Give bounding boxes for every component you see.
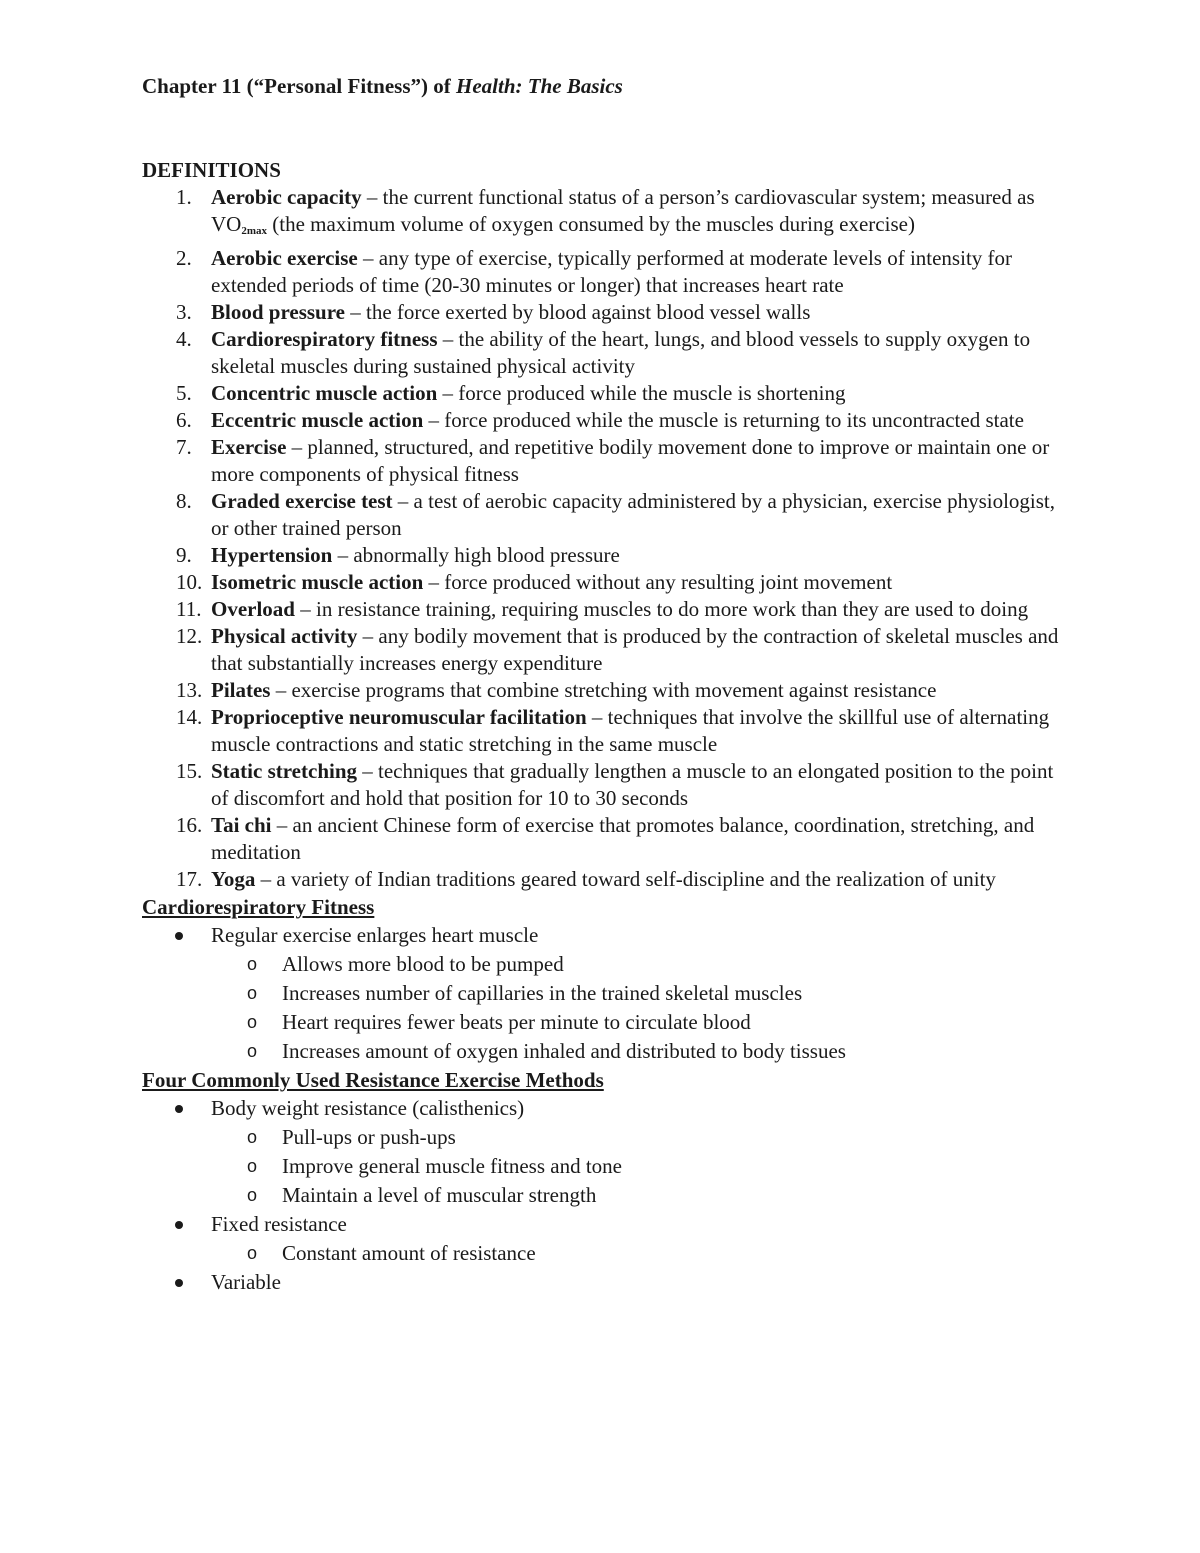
- definition-term: Isometric muscle action: [211, 570, 424, 594]
- sub-item-label: Increases number of capillaries in the trained skeletal muscles: [282, 981, 803, 1005]
- definition-text: – the force exerted by blood against blood vessel walls: [345, 300, 811, 324]
- definitions-heading: DEFINITIONS: [142, 158, 281, 182]
- sub-item-label: Pull-ups or push-ups: [282, 1125, 456, 1149]
- bullet-icon: [175, 1105, 183, 1113]
- sub-item-label: Improve general muscle fitness and tone: [282, 1154, 622, 1178]
- definition-number: 1.: [176, 185, 192, 209]
- definition-number: 2.: [176, 246, 192, 270]
- bullet-label: Regular exercise enlarges heart muscle: [211, 923, 539, 947]
- sub-item: [142, 1181, 1072, 1210]
- definition-number: 5.: [176, 381, 192, 405]
- circle-marker-icon: o: [247, 1041, 258, 1061]
- definition-text: – a variety of Indian traditions geared toward self-discipline and the realization of unity: [255, 867, 996, 891]
- definition-number: 10.: [176, 570, 203, 594]
- definition-number: 12.: [176, 624, 203, 648]
- definition-item: [142, 184, 1072, 245]
- definition-text: – a test of aerobic capacity administered by a physician, exercise physiologist, or other trained person: [211, 489, 1056, 540]
- definition-number: 7.: [176, 435, 192, 459]
- circle-marker-icon: o: [247, 1243, 258, 1263]
- bullet-item: [142, 1094, 1072, 1210]
- cardio-heading: Cardiorespiratory Fitness: [142, 895, 375, 919]
- sub-item: [142, 1037, 1072, 1066]
- definitions-list: [142, 184, 1072, 893]
- bullet-item: [142, 1268, 1072, 1297]
- sub-item-label: Constant amount of resistance: [282, 1241, 536, 1265]
- sub-item: [142, 1152, 1072, 1181]
- circle-marker-icon: o: [247, 1185, 258, 1205]
- bullet-label: Body weight resistance (calisthenics): [211, 1096, 525, 1120]
- definition-text: – the ability of the heart, lungs, and blood vessels to supply oxygen to skeletal muscles during sustained physical activity: [211, 327, 1031, 378]
- bullet-label: Fixed resistance: [211, 1212, 347, 1236]
- circle-marker-icon: o: [247, 1012, 258, 1032]
- definition-text: – the current functional status of a person’s cardiovascular system; measured as VO: [211, 185, 1035, 236]
- definition-item: [142, 542, 1072, 569]
- definition-item: [142, 596, 1072, 623]
- definition-text: – any type of exercise, typically performed at moderate levels of intensity for extended periods of time (20-30 minutes or longer) that increases heart rate: [211, 246, 1013, 297]
- definition-item: [142, 569, 1072, 596]
- sub-item: [142, 1123, 1072, 1152]
- definition-text: – in resistance training, requiring muscles to do more work than they are used to doing: [295, 597, 1029, 621]
- definition-term: Yoga: [211, 867, 256, 891]
- definition-term: Physical activity: [211, 624, 358, 648]
- definition-term: Static stretching: [211, 759, 358, 783]
- definition-text: – force produced while the muscle is shortening: [437, 381, 846, 405]
- definition-item: [142, 299, 1072, 326]
- definition-term: Proprioceptive neuromuscular facilitation: [211, 705, 587, 729]
- resistance-heading: Four Commonly Used Resistance Exercise Methods: [142, 1068, 604, 1092]
- bullet-icon: [175, 932, 183, 940]
- definition-term: Concentric muscle action: [211, 381, 438, 405]
- definition-text: – abnormally high blood pressure: [332, 543, 620, 567]
- sub-list: [142, 1123, 1072, 1210]
- definition-item: [142, 812, 1072, 866]
- definition-term: Eccentric muscle action: [211, 408, 424, 432]
- definition-text: – any bodily movement that is produced by the contraction of skeletal muscles and that substantially increases energy expenditure: [211, 624, 1059, 675]
- definition-text-cont: (the maximum volume of oxygen consumed by the muscles during exercise): [267, 212, 915, 236]
- sub-item: [142, 979, 1072, 1008]
- definition-text: – exercise programs that combine stretching with movement against resistance: [270, 678, 937, 702]
- document-page: [142, 72, 1072, 1297]
- definition-text: – techniques that gradually lengthen a muscle to an elongated position to the point of discomfort and hold that position for 10 to 30 seconds: [211, 759, 1054, 810]
- definition-item: [142, 407, 1072, 434]
- definition-item: [142, 488, 1072, 542]
- circle-marker-icon: o: [247, 954, 258, 974]
- definition-item: [142, 758, 1072, 812]
- definition-number: 3.: [176, 300, 192, 324]
- definition-item: [142, 326, 1072, 380]
- sub-item: [142, 1239, 1072, 1268]
- bullet-icon: [175, 1221, 183, 1229]
- definition-subscript: 2max: [241, 225, 268, 237]
- definition-term: Aerobic capacity: [211, 185, 362, 209]
- sub-item: [142, 1008, 1072, 1037]
- definition-term: Overload: [211, 597, 295, 621]
- circle-marker-icon: o: [247, 983, 258, 1003]
- sub-item-label: Maintain a level of muscular strength: [282, 1183, 597, 1207]
- title-book: Health: The Basics: [456, 74, 623, 98]
- bullet-label: Variable: [211, 1270, 281, 1294]
- document-title: [142, 72, 1072, 100]
- definition-term: Exercise: [211, 435, 287, 459]
- bullet-item: [142, 1210, 1072, 1268]
- definition-number: 4.: [176, 327, 192, 351]
- definition-text: – planned, structured, and repetitive bodily movement done to improve or maintain one or more components of physical fitness: [211, 435, 1050, 486]
- circle-marker-icon: o: [247, 1156, 258, 1176]
- definition-item: [142, 623, 1072, 677]
- resistance-list: [142, 1094, 1072, 1297]
- circle-marker-icon: o: [247, 1127, 258, 1147]
- definition-item: [142, 866, 1072, 893]
- sub-item-label: Heart requires fewer beats per minute to circulate blood: [282, 1010, 751, 1034]
- definition-term: Tai chi: [211, 813, 272, 837]
- definition-number: 8.: [176, 489, 192, 513]
- definition-item: [142, 245, 1072, 299]
- definition-number: 16.: [176, 813, 203, 837]
- sub-item: [142, 950, 1072, 979]
- definition-number: 14.: [176, 705, 203, 729]
- definition-term: Aerobic exercise: [211, 246, 358, 270]
- definition-text: – force produced without any resulting joint movement: [423, 570, 893, 594]
- definition-text: – force produced while the muscle is returning to its uncontracted state: [423, 408, 1024, 432]
- definition-term: Graded exercise test: [211, 489, 393, 513]
- sub-item-label: Allows more blood to be pumped: [282, 952, 564, 976]
- definition-number: 6.: [176, 408, 192, 432]
- sub-list: [142, 1239, 1072, 1268]
- definition-number: 11.: [176, 597, 202, 621]
- definition-number: 15.: [176, 759, 203, 783]
- definition-term: Pilates: [211, 678, 271, 702]
- definition-item: [142, 704, 1072, 758]
- definition-number: 13.: [176, 678, 203, 702]
- sub-item-label: Increases amount of oxygen inhaled and distributed to body tissues: [282, 1039, 846, 1063]
- bullet-item: [142, 921, 1072, 1066]
- definition-number: 17.: [176, 867, 203, 891]
- definition-term: Blood pressure: [211, 300, 345, 324]
- bullet-icon: [175, 1279, 183, 1287]
- definition-number: 9.: [176, 543, 192, 567]
- definition-term: Hypertension: [211, 543, 333, 567]
- definition-item: [142, 434, 1072, 488]
- definition-text: – an ancient Chinese form of exercise that promotes balance, coordination, stretching, and meditation: [211, 813, 1035, 864]
- definition-term: Cardiorespiratory fitness: [211, 327, 438, 351]
- cardio-list: [142, 921, 1072, 1066]
- definition-text: – techniques that involve the skillful use of alternating muscle contractions and static stretching in the same muscle: [211, 705, 1050, 756]
- definition-item: [142, 677, 1072, 704]
- title-prefix: Chapter 11 (“Personal Fitness”) of: [142, 74, 457, 98]
- sub-list: [142, 950, 1072, 1066]
- definition-item: [142, 380, 1072, 407]
